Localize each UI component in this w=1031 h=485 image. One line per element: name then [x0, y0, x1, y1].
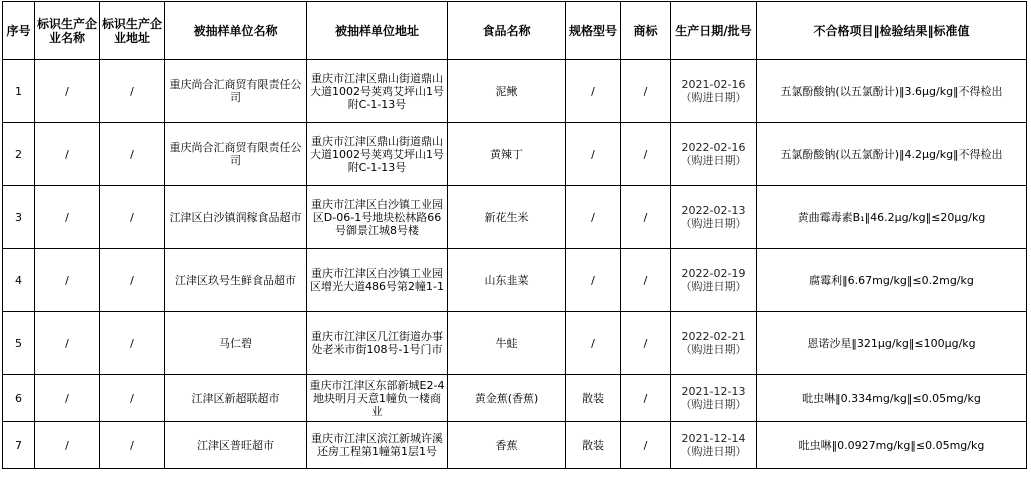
- header-producer-name: 标识生产企业名称: [35, 2, 100, 60]
- cell-failed-item: 黄曲霉毒素B₁‖46.2μg/kg‖≤20μg/kg: [757, 186, 1027, 249]
- cell-producer-name: /: [35, 60, 100, 123]
- cell-production-date: 2022-02-16（购进日期）: [671, 123, 757, 186]
- cell-failed-item: 腐霉利‖6.67mg/kg‖≤0.2mg/kg: [757, 249, 1027, 312]
- cell-seq: 7: [3, 422, 35, 469]
- table-row: [3, 249, 1027, 312]
- cell-producer-name: /: [35, 422, 100, 469]
- cell-seq: 2: [3, 123, 35, 186]
- cell-producer-address: /: [100, 60, 165, 123]
- cell-brand: /: [621, 186, 671, 249]
- cell-failed-item: 吡虫啉‖0.334mg/kg‖≤0.05mg/kg: [757, 375, 1027, 422]
- cell-sampled-unit-name: 江津区新超联超市: [165, 375, 307, 422]
- cell-food-name: 黄金蕉(香蕉): [448, 375, 566, 422]
- cell-sampled-unit-address: 重庆市江津区东部新城E2-4地块明月天意1幢负一楼商业: [307, 375, 448, 422]
- cell-sampled-unit-address: 重庆市江津区鼎山街道鼎山大道1002号荚鸡艾坪山1号附C-1-13号: [307, 123, 448, 186]
- header-sampled-unit-address: 被抽样单位地址: [307, 2, 448, 60]
- header-seq: 序号: [3, 2, 35, 60]
- cell-producer-name: /: [35, 312, 100, 375]
- cell-sampled-unit-name: 重庆尚合汇商贸有限责任公司: [165, 60, 307, 123]
- cell-producer-name: /: [35, 375, 100, 422]
- cell-spec: /: [566, 123, 621, 186]
- cell-brand: /: [621, 249, 671, 312]
- cell-seq: 3: [3, 186, 35, 249]
- inspection-table: [2, 1, 1027, 469]
- cell-production-date: 2022-02-13（购进日期）: [671, 186, 757, 249]
- cell-producer-address: /: [100, 422, 165, 469]
- cell-seq: 5: [3, 312, 35, 375]
- table-row: [3, 312, 1027, 375]
- cell-failed-item: 五氯酚酸钠(以五氯酚计)‖3.6μg/kg‖不得检出: [757, 60, 1027, 123]
- cell-producer-address: /: [100, 186, 165, 249]
- cell-food-name: 黄辣丁: [448, 123, 566, 186]
- cell-sampled-unit-name: 江津区白沙镇润稼食品超市: [165, 186, 307, 249]
- header-row: [3, 2, 1027, 60]
- cell-spec: /: [566, 186, 621, 249]
- cell-producer-name: /: [35, 186, 100, 249]
- cell-sampled-unit-address: 重庆市江津区滨江新城许溪还房工程第1幢第1层1号: [307, 422, 448, 469]
- cell-producer-address: /: [100, 123, 165, 186]
- cell-sampled-unit-name: 马仁碧: [165, 312, 307, 375]
- cell-seq: 1: [3, 60, 35, 123]
- table-row: [3, 186, 1027, 249]
- header-producer-address: 标识生产企业地址: [100, 2, 165, 60]
- cell-production-date: 2021-12-13（购进日期）: [671, 375, 757, 422]
- cell-food-name: 香蕉: [448, 422, 566, 469]
- cell-spec: /: [566, 60, 621, 123]
- cell-brand: /: [621, 375, 671, 422]
- cell-seq: 6: [3, 375, 35, 422]
- cell-failed-item: 吡虫啉‖0.0927mg/kg‖≤0.05mg/kg: [757, 422, 1027, 469]
- cell-sampled-unit-address: 重庆市江津区几江街道办事处老米市街108号-1号门市: [307, 312, 448, 375]
- table-row: [3, 422, 1027, 469]
- header-production-date: 生产日期/批号: [671, 2, 757, 60]
- cell-spec: /: [566, 312, 621, 375]
- cell-producer-address: /: [100, 375, 165, 422]
- cell-brand: /: [621, 123, 671, 186]
- cell-sampled-unit-address: 重庆市江津区白沙镇工业园区增光大道486号第2幢1-1: [307, 249, 448, 312]
- table-row: [3, 123, 1027, 186]
- header-food-name: 食品名称: [448, 2, 566, 60]
- cell-food-name: 新花生米: [448, 186, 566, 249]
- cell-producer-address: /: [100, 249, 165, 312]
- cell-sampled-unit-address: 重庆市江津区鼎山街道鼎山大道1002号荚鸡艾坪山1号附C-1-13号: [307, 60, 448, 123]
- header-brand: 商标: [621, 2, 671, 60]
- cell-sampled-unit-name: 江津区玖号生鲜食品超市: [165, 249, 307, 312]
- cell-producer-name: /: [35, 123, 100, 186]
- cell-brand: /: [621, 312, 671, 375]
- cell-spec: 散装: [566, 375, 621, 422]
- table-row: [3, 60, 1027, 123]
- cell-sampled-unit-address: 重庆市江津区白沙镇工业园区D-06-1号地块松林路66号御景江城8号楼: [307, 186, 448, 249]
- cell-food-name: 山东韭菜: [448, 249, 566, 312]
- header-sampled-unit-name: 被抽样单位名称: [165, 2, 307, 60]
- cell-producer-address: /: [100, 312, 165, 375]
- cell-seq: 4: [3, 249, 35, 312]
- cell-failed-item: 五氯酚酸钠(以五氯酚计)‖4.2μg/kg‖不得检出: [757, 123, 1027, 186]
- cell-brand: /: [621, 60, 671, 123]
- cell-production-date: 2021-02-16（购进日期）: [671, 60, 757, 123]
- cell-food-name: 泥鳅: [448, 60, 566, 123]
- cell-failed-item: 恩诺沙星‖321μg/kg‖≤100μg/kg: [757, 312, 1027, 375]
- cell-production-date: 2022-02-19（购进日期）: [671, 249, 757, 312]
- table-row: [3, 375, 1027, 422]
- cell-sampled-unit-name: 江津区普旺超市: [165, 422, 307, 469]
- header-spec: 规格型号: [566, 2, 621, 60]
- cell-spec: /: [566, 249, 621, 312]
- header-failed-item: 不合格项目‖检验结果‖标准值: [757, 2, 1027, 60]
- cell-production-date: 2022-02-21（购进日期）: [671, 312, 757, 375]
- cell-sampled-unit-name: 重庆尚合汇商贸有限责任公司: [165, 123, 307, 186]
- cell-production-date: 2021-12-14（购进日期）: [671, 422, 757, 469]
- cell-producer-name: /: [35, 249, 100, 312]
- cell-spec: 散装: [566, 422, 621, 469]
- cell-brand: /: [621, 422, 671, 469]
- cell-food-name: 牛蛙: [448, 312, 566, 375]
